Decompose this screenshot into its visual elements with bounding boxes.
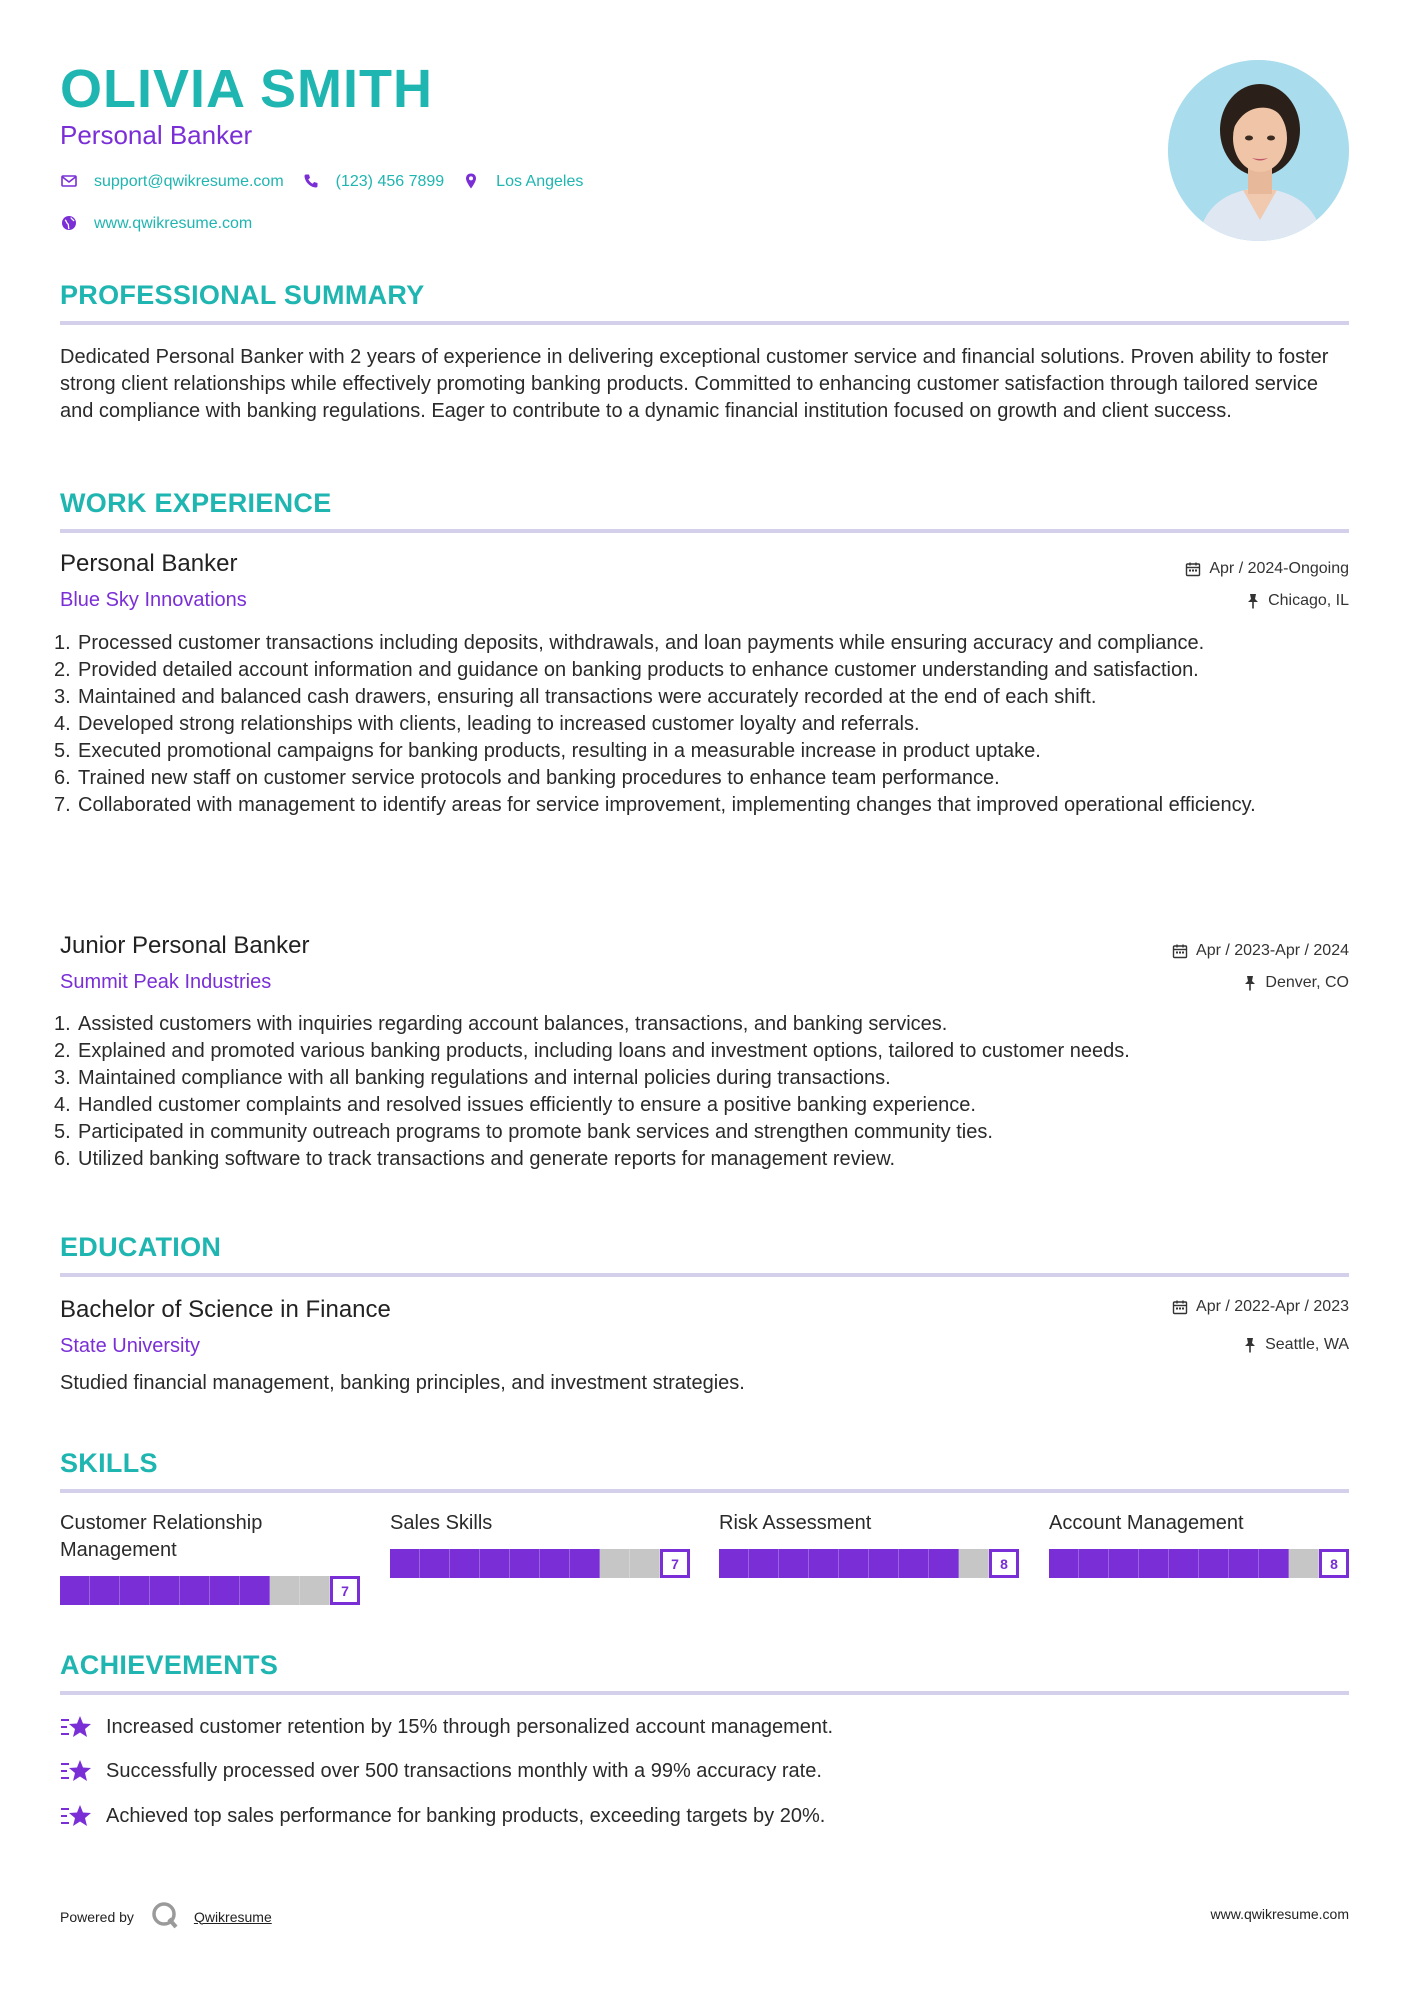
- skill-segment-filled: [1169, 1549, 1199, 1578]
- map-pin-icon: [462, 172, 482, 192]
- globe-icon: [60, 214, 80, 234]
- education-location-text: Seattle, WA: [1265, 1336, 1349, 1353]
- list-item: 2. Provided detailed account information and guidance on banking products to enhance customer understanding and satisfaction.: [54, 659, 1199, 681]
- skill-segment-filled: [1229, 1549, 1259, 1578]
- school-name: State University: [60, 1335, 201, 1357]
- list-item: 3. Maintained compliance with all banking regulations and internal policies during transactions.: [54, 1067, 891, 1089]
- skill-segment-empty: [600, 1549, 630, 1578]
- skills-divider: [60, 1489, 1349, 1493]
- education-location: [1243, 1336, 1349, 1354]
- experience-heading: WORK EXPERIENCE: [60, 488, 332, 518]
- list-item: 1. Assisted customers with inquiries regarding account balances, transactions, and banking services.: [54, 1013, 948, 1035]
- job-dates: [1172, 942, 1349, 960]
- job-title: Personal Banker: [60, 550, 238, 577]
- summary-divider: [60, 321, 1349, 325]
- skill-segment-filled: [480, 1549, 510, 1578]
- contact-row: [60, 172, 601, 192]
- list-item: 1. Processed customer transactions including deposits, withdrawals, and loan payments while ensuring accuracy and compliance.: [54, 632, 1205, 654]
- skill-segment-filled: [90, 1576, 120, 1605]
- list-item: 5. Participated in community outreach programs to promote bank services and strengthen community ties.: [54, 1121, 993, 1143]
- skill-segment-filled: [120, 1576, 150, 1605]
- skill-item: [719, 1510, 1019, 1572]
- job-dates: [1185, 560, 1349, 578]
- skill-segment-filled: [809, 1549, 839, 1578]
- skill-segment-filled: [749, 1549, 779, 1578]
- profile-photo: [1168, 60, 1349, 241]
- phone-text[interactable]: (123) 456 7899: [335, 173, 445, 190]
- list-item: 2. Explained and promoted various banking products, including loans and investment options, tailored to customer needs.: [54, 1040, 1130, 1062]
- list-item: 5. Executed promotional campaigns for banking products, resulting in a measurable increase in product uptake.: [54, 740, 1041, 762]
- skill-segment-empty: [959, 1549, 989, 1578]
- job-dates-text: Apr / 2024-Ongoing: [1209, 560, 1349, 577]
- skill-segment-empty: [300, 1576, 330, 1605]
- pushpin-icon: [1243, 975, 1257, 991]
- phone-item[interactable]: [302, 172, 445, 192]
- list-item: 6. Utilized banking software to track transactions and generate reports for management review.: [54, 1148, 896, 1170]
- achievement-text: Increased customer retention by 15% through personalized account management.: [106, 1715, 834, 1738]
- list-item: 7. Collaborated with management to identify areas for service improvement, implementing changes that improved operational efficiency.: [54, 794, 1256, 816]
- skill-segment-filled: [390, 1549, 420, 1578]
- achievements-divider: [60, 1691, 1349, 1695]
- skill-meter: [719, 1549, 1019, 1578]
- summary-heading: PROFESSIONAL SUMMARY: [60, 280, 425, 310]
- education-heading: EDUCATION: [60, 1232, 222, 1262]
- shooting-star-icon: [60, 1714, 92, 1740]
- shooting-star-icon: [60, 1803, 92, 1829]
- skill-item: [1049, 1510, 1349, 1572]
- footer-url[interactable]: www.qwikresume.com: [1210, 1906, 1349, 1922]
- job-dates-text: Apr / 2023-Apr / 2024: [1196, 942, 1349, 959]
- skill-segment-filled: [1049, 1549, 1079, 1578]
- email-text[interactable]: support@qwikresume.com: [94, 173, 284, 190]
- skill-segment-filled: [899, 1549, 929, 1578]
- email-item[interactable]: [60, 172, 284, 192]
- education-description: Studied financial management, banking principles, and investment strategies.: [60, 1372, 745, 1394]
- skills-heading: SKILLS: [60, 1448, 158, 1478]
- achievement-text: Successfully processed over 500 transactions monthly with a 99% accuracy rate.: [106, 1759, 822, 1782]
- list-item: 3. Maintained and balanced cash drawers, ensuring all transactions were accurately recorded at the end of each shift.: [54, 686, 1097, 708]
- website-item[interactable]: [60, 214, 252, 234]
- location-item: [462, 172, 583, 192]
- envelope-icon: [60, 172, 80, 192]
- skill-level-badge: 7: [660, 1549, 690, 1578]
- job-title: Junior Personal Banker: [60, 932, 310, 959]
- skill-label: Account Management: [1049, 1512, 1244, 1534]
- achievement-text: Achieved top sales performance for banking products, exceeding targets by 20%.: [106, 1804, 826, 1827]
- skill-segment-filled: [60, 1576, 90, 1605]
- skill-segment-filled: [929, 1549, 959, 1578]
- list-item: 6. Trained new staff on customer service protocols and banking procedures to enhance team performance.: [54, 767, 1000, 789]
- skill-level-badge: 7: [330, 1576, 360, 1605]
- education-dates: [1172, 1298, 1349, 1316]
- powered-by-label: Powered by: [60, 1908, 134, 1925]
- website-text[interactable]: www.qwikresume.com: [94, 215, 253, 232]
- job-location-text: Chicago, IL: [1268, 592, 1349, 609]
- skill-segment-filled: [420, 1549, 450, 1578]
- degree-title: Bachelor of Science in Finance: [60, 1296, 391, 1323]
- pushpin-icon: [1243, 1337, 1257, 1353]
- skill-meter: [60, 1576, 360, 1605]
- phone-icon: [302, 172, 322, 192]
- skill-segment-filled: [1259, 1549, 1289, 1578]
- skill-segment-filled: [1139, 1549, 1169, 1578]
- job-location: [1243, 974, 1349, 992]
- job-company: Summit Peak Industries: [60, 971, 272, 993]
- qwikresume-logo-icon: [150, 1900, 180, 1933]
- skill-segment-filled: [510, 1549, 540, 1578]
- skill-item: [390, 1510, 690, 1572]
- skill-level-badge: 8: [989, 1549, 1019, 1578]
- skill-label: Sales Skills: [390, 1512, 493, 1534]
- pushpin-icon: [1246, 593, 1260, 609]
- skill-meter: [1049, 1549, 1349, 1578]
- skill-segment-empty: [1289, 1549, 1319, 1578]
- experience-divider: [60, 529, 1349, 533]
- skill-item: [60, 1510, 360, 1599]
- location-text: Los Angeles: [496, 173, 584, 190]
- skill-level-badge: 8: [1319, 1549, 1349, 1578]
- skill-segment-filled: [779, 1549, 809, 1578]
- skill-segment-filled: [150, 1576, 180, 1605]
- website-row: [60, 214, 270, 234]
- skill-segment-filled: [869, 1549, 899, 1578]
- skill-segment-filled: [240, 1576, 270, 1605]
- summary-text: Dedicated Personal Banker with 2 years of experience in delivering exceptional customer service and financial solutions. Proven ability to foster strong client relationships while effectively promoting banking products. Committed to enhancing customer satisfaction through tailored service and compliance with banking regulations. Eager to contribute to a dynamic financial institution focused on growth and client success.: [60, 346, 1329, 422]
- job-location-text: Denver, CO: [1265, 974, 1349, 991]
- achievement-item: [60, 1714, 833, 1740]
- skill-label: Risk Assessment: [719, 1512, 872, 1534]
- skill-segment-filled: [180, 1576, 210, 1605]
- education-divider: [60, 1273, 1349, 1277]
- candidate-name: OLIVIA SMITH: [60, 59, 433, 119]
- calendar-icon: [1172, 1299, 1188, 1315]
- skill-segment-filled: [210, 1576, 240, 1605]
- skill-segment-empty: [630, 1549, 660, 1578]
- achievements-heading: ACHIEVEMENTS: [60, 1650, 279, 1680]
- skill-segment-empty: [270, 1576, 300, 1605]
- job-company: Blue Sky Innovations: [60, 589, 247, 611]
- calendar-icon: [1185, 561, 1201, 577]
- list-item: 4. Developed strong relationships with clients, leading to increased customer loyalty and referrals.: [54, 713, 920, 735]
- list-item: 4. Handled customer complaints and resolved issues efficiently to ensure a positive banking experience.: [54, 1094, 976, 1116]
- calendar-icon: [1172, 943, 1188, 959]
- skill-segment-filled: [839, 1549, 869, 1578]
- skill-segment-filled: [1199, 1549, 1229, 1578]
- skill-segment-filled: [1079, 1549, 1109, 1578]
- achievement-item: [60, 1758, 822, 1784]
- shooting-star-icon: [60, 1758, 92, 1784]
- achievement-item: [60, 1803, 825, 1829]
- candidate-role: Personal Banker: [60, 120, 253, 150]
- job-location: [1246, 592, 1349, 610]
- skill-segment-filled: [450, 1549, 480, 1578]
- job-bullets: [54, 630, 1350, 819]
- job-bullets: [54, 1011, 1350, 1173]
- skill-label: Customer Relationship Management: [60, 1512, 263, 1561]
- skill-meter: [390, 1549, 690, 1578]
- skill-segment-filled: [540, 1549, 570, 1578]
- skill-segment-filled: [719, 1549, 749, 1578]
- skill-segment-filled: [1109, 1549, 1139, 1578]
- skill-segment-filled: [570, 1549, 600, 1578]
- footer-powered-by: [60, 1900, 272, 1933]
- qwikresume-link[interactable]: Qwikresume: [193, 1908, 272, 1925]
- education-dates-text: Apr / 2022-Apr / 2023: [1196, 1298, 1349, 1315]
